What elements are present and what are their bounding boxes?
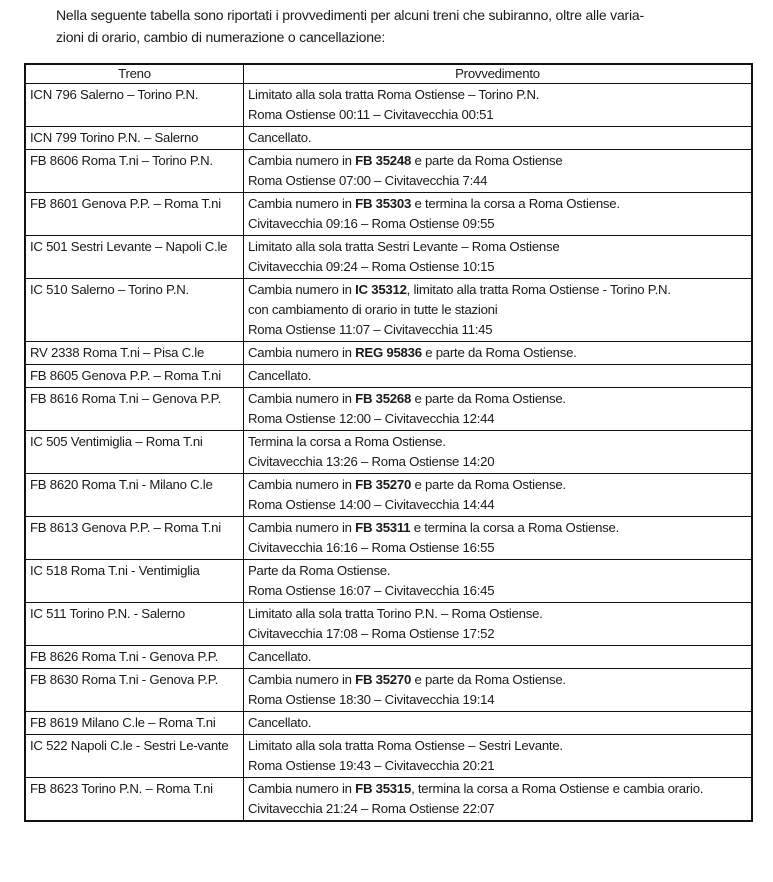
new-train-number: FB 35270 bbox=[355, 477, 412, 492]
provvedimento-cell bbox=[243, 365, 752, 388]
provvedimento-line bbox=[248, 581, 746, 601]
table-header-row bbox=[25, 64, 752, 84]
table-row bbox=[25, 150, 752, 193]
line-text: Cancellato. bbox=[247, 715, 312, 730]
provvedimento-cell bbox=[243, 646, 752, 669]
line-text: Civitavecchia 21:24 – Roma Ostiense 22:07 bbox=[247, 801, 495, 816]
provvedimento-line bbox=[248, 366, 746, 386]
line-text: Cambia numero in bbox=[247, 520, 356, 535]
provvedimento-line bbox=[248, 432, 746, 452]
treno-cell: FB 8630 Roma T.ni - Genova P.P. bbox=[25, 669, 243, 712]
line-text: e parte da Roma Ostiense. bbox=[411, 477, 566, 492]
treno-cell: FB 8601 Genova P.P. – Roma T.ni bbox=[25, 193, 243, 236]
intro-line: zioni di orario, cambio di numerazione o cancellazione: bbox=[56, 29, 386, 45]
provvedimento-line bbox=[248, 624, 746, 644]
provvedimento-line bbox=[248, 690, 746, 710]
provvedimento-line bbox=[248, 105, 746, 125]
new-train-number: FB 35248 bbox=[355, 153, 412, 168]
line-text: Termina la corsa a Roma Ostiense. bbox=[247, 434, 446, 449]
treno-cell: IC 511 Torino P.N. - Salerno bbox=[25, 603, 243, 646]
line-text: Cambia numero in bbox=[247, 345, 356, 360]
provvedimento-line bbox=[248, 452, 746, 472]
provvedimento-cell bbox=[243, 431, 752, 474]
treno-cell: RV 2338 Roma T.ni – Pisa C.le bbox=[25, 342, 243, 365]
new-train-number: IC 35312 bbox=[355, 282, 407, 297]
line-text: Civitavecchia 09:24 – Roma Ostiense 10:15 bbox=[247, 259, 495, 274]
provvedimento-cell bbox=[243, 474, 752, 517]
line-text: e parte da Roma Ostiense. bbox=[411, 672, 566, 687]
line-text: Cambia numero in bbox=[247, 196, 356, 211]
treno-cell: IC 505 Ventimiglia – Roma T.ni bbox=[25, 431, 243, 474]
line-text: e parte da Roma Ostiense bbox=[411, 153, 563, 168]
provvedimento-line bbox=[248, 389, 746, 409]
provvedimento-cell bbox=[243, 279, 752, 342]
intro-line: Nella seguente tabella sono riportati i provvedimenti per alcuni treni che subiranno, oltre alle varia- bbox=[56, 7, 644, 23]
line-text: Roma Ostiense 07:00 – Civitavecchia 7:44 bbox=[247, 173, 488, 188]
provvedimento-cell bbox=[243, 236, 752, 279]
provvedimento-line bbox=[248, 538, 746, 558]
line-text: Roma Ostiense 18:30 – Civitavecchia 19:14 bbox=[247, 692, 495, 707]
provvedimento-cell bbox=[243, 127, 752, 150]
provvedimento-line bbox=[248, 713, 746, 733]
new-train-number: REG 95836 bbox=[355, 345, 422, 360]
table-row bbox=[25, 365, 752, 388]
line-text: e termina la corsa a Roma Ostiense. bbox=[411, 196, 620, 211]
line-text: Cambia numero in bbox=[247, 672, 356, 687]
table-row bbox=[25, 646, 752, 669]
treno-cell: FB 8606 Roma T.ni – Torino P.N. bbox=[25, 150, 243, 193]
table-row bbox=[25, 279, 752, 342]
provvedimento-line bbox=[248, 518, 746, 538]
provvedimento-line bbox=[248, 475, 746, 495]
provvedimenti-table bbox=[24, 63, 753, 822]
line-text: Civitavecchia 16:16 – Roma Ostiense 16:55 bbox=[247, 540, 495, 555]
line-text: Roma Ostiense 16:07 – Civitavecchia 16:45 bbox=[247, 583, 495, 598]
line-text: Cancellato. bbox=[247, 368, 312, 383]
provvedimento-line bbox=[248, 194, 746, 214]
line-text: Cambia numero in bbox=[247, 781, 356, 796]
table-row bbox=[25, 193, 752, 236]
table-body bbox=[25, 84, 752, 822]
provvedimento-line bbox=[248, 300, 746, 320]
header-provvedimento: Provvedimento bbox=[243, 64, 752, 84]
treno-cell: FB 8619 Milano C.le – Roma T.ni bbox=[25, 712, 243, 735]
table-row bbox=[25, 712, 752, 735]
line-text: Cambia numero in bbox=[247, 153, 356, 168]
line-text: e parte da Roma Ostiense. bbox=[411, 391, 566, 406]
provvedimento-line bbox=[248, 85, 746, 105]
treno-cell: FB 8605 Genova P.P. – Roma T.ni bbox=[25, 365, 243, 388]
line-text: Cambia numero in bbox=[247, 477, 356, 492]
table-row bbox=[25, 735, 752, 778]
provvedimento-line bbox=[248, 343, 746, 363]
line-text: Roma Ostiense 11:07 – Civitavecchia 11:45 bbox=[247, 322, 493, 337]
line-text: Limitato alla sola tratta Roma Ostiense – Torino P.N. bbox=[247, 87, 540, 102]
table-row bbox=[25, 388, 752, 431]
new-train-number: FB 35315 bbox=[355, 781, 412, 796]
provvedimento-line bbox=[248, 257, 746, 277]
provvedimento-line bbox=[248, 495, 746, 515]
provvedimento-line bbox=[248, 237, 746, 257]
table-row bbox=[25, 236, 752, 279]
provvedimento-cell bbox=[243, 388, 752, 431]
line-text: Roma Ostiense 14:00 – Civitavecchia 14:44 bbox=[247, 497, 495, 512]
treno-cell: FB 8620 Roma T.ni - Milano C.le bbox=[25, 474, 243, 517]
line-text: Limitato alla sola tratta Torino P.N. – Roma Ostiense. bbox=[247, 606, 543, 621]
line-text: Civitavecchia 13:26 – Roma Ostiense 14:20 bbox=[247, 454, 495, 469]
line-text: Limitato alla sola tratta Roma Ostiense – Sestri Levante. bbox=[247, 738, 563, 753]
provvedimento-cell bbox=[243, 84, 752, 127]
treno-cell: IC 518 Roma T.ni - Ventimiglia bbox=[25, 560, 243, 603]
new-train-number: FB 35303 bbox=[355, 196, 412, 211]
table-row bbox=[25, 517, 752, 560]
provvedimento-line bbox=[248, 171, 746, 191]
treno-cell: FB 8616 Roma T.ni – Genova P.P. bbox=[25, 388, 243, 431]
new-train-number: FB 35268 bbox=[355, 391, 412, 406]
provvedimento-cell bbox=[243, 342, 752, 365]
provvedimento-line bbox=[248, 151, 746, 171]
table-row bbox=[25, 669, 752, 712]
line-text: Roma Ostiense 19:43 – Civitavecchia 20:21 bbox=[247, 758, 495, 773]
treno-cell: IC 522 Napoli C.le - Sestri Le-vante bbox=[25, 735, 243, 778]
line-text: , termina la corsa a Roma Ostiense e cambia orario. bbox=[411, 781, 704, 796]
provvedimento-line bbox=[248, 128, 746, 148]
treno-cell: IC 510 Salerno – Torino P.N. bbox=[25, 279, 243, 342]
provvedimento-line bbox=[248, 799, 746, 819]
provvedimento-line bbox=[248, 604, 746, 624]
provvedimento-line bbox=[248, 280, 746, 300]
provvedimento-cell bbox=[243, 669, 752, 712]
line-text: con cambiamento di orario in tutte le stazioni bbox=[247, 302, 498, 317]
line-text: Civitavecchia 17:08 – Roma Ostiense 17:52 bbox=[247, 626, 495, 641]
intro-paragraph bbox=[56, 4, 716, 48]
line-text: Civitavecchia 09:16 – Roma Ostiense 09:55 bbox=[247, 216, 495, 231]
table-row bbox=[25, 342, 752, 365]
line-text: Limitato alla sola tratta Sestri Levante – Roma Ostiense bbox=[247, 239, 560, 254]
new-train-number: FB 35270 bbox=[355, 672, 412, 687]
line-text: Cambia numero in bbox=[247, 391, 356, 406]
treno-cell: ICN 796 Salerno – Torino P.N. bbox=[25, 84, 243, 127]
provvedimento-cell bbox=[243, 193, 752, 236]
provvedimento-cell bbox=[243, 735, 752, 778]
provvedimento-line bbox=[248, 670, 746, 690]
treno-cell: FB 8613 Genova P.P. – Roma T.ni bbox=[25, 517, 243, 560]
new-train-number: FB 35311 bbox=[355, 520, 411, 535]
line-text: , limitato alla tratta Roma Ostiense - Torino P.N. bbox=[406, 282, 671, 297]
table-row bbox=[25, 84, 752, 127]
provvedimento-line bbox=[248, 779, 746, 799]
line-text: Parte da Roma Ostiense. bbox=[247, 563, 391, 578]
line-text: Roma Ostiense 12:00 – Civitavecchia 12:44 bbox=[247, 411, 495, 426]
provvedimento-line bbox=[248, 756, 746, 776]
provvedimento-line bbox=[248, 647, 746, 667]
line-text: Cancellato. bbox=[247, 130, 312, 145]
provvedimento-line bbox=[248, 736, 746, 756]
treno-cell: IC 501 Sestri Levante – Napoli C.le bbox=[25, 236, 243, 279]
provvedimento-line bbox=[248, 214, 746, 234]
provvedimento-line bbox=[248, 320, 746, 340]
provvedimento-cell bbox=[243, 712, 752, 735]
treno-cell: ICN 799 Torino P.N. – Salerno bbox=[25, 127, 243, 150]
provvedimento-cell bbox=[243, 150, 752, 193]
provvedimento-cell bbox=[243, 560, 752, 603]
table-row bbox=[25, 778, 752, 822]
line-text: Cancellato. bbox=[247, 649, 312, 664]
treno-cell: FB 8626 Roma T.ni - Genova P.P. bbox=[25, 646, 243, 669]
line-text: e termina la corsa a Roma Ostiense. bbox=[410, 520, 620, 535]
table-row bbox=[25, 560, 752, 603]
table-row bbox=[25, 127, 752, 150]
header-treno: Treno bbox=[25, 64, 243, 84]
provvedimento-cell bbox=[243, 517, 752, 560]
line-text: Roma Ostiense 00:11 – Civitavecchia 00:51 bbox=[247, 107, 494, 122]
table-row bbox=[25, 431, 752, 474]
line-text: e parte da Roma Ostiense. bbox=[421, 345, 577, 360]
provvedimento-cell bbox=[243, 778, 752, 822]
provvedimento-cell bbox=[243, 603, 752, 646]
table-row bbox=[25, 474, 752, 517]
treno-cell: FB 8623 Torino P.N. – Roma T.ni bbox=[25, 778, 243, 822]
table-row bbox=[25, 603, 752, 646]
provvedimento-line bbox=[248, 561, 746, 581]
provvedimento-line bbox=[248, 409, 746, 429]
line-text: Cambia numero in bbox=[247, 282, 356, 297]
